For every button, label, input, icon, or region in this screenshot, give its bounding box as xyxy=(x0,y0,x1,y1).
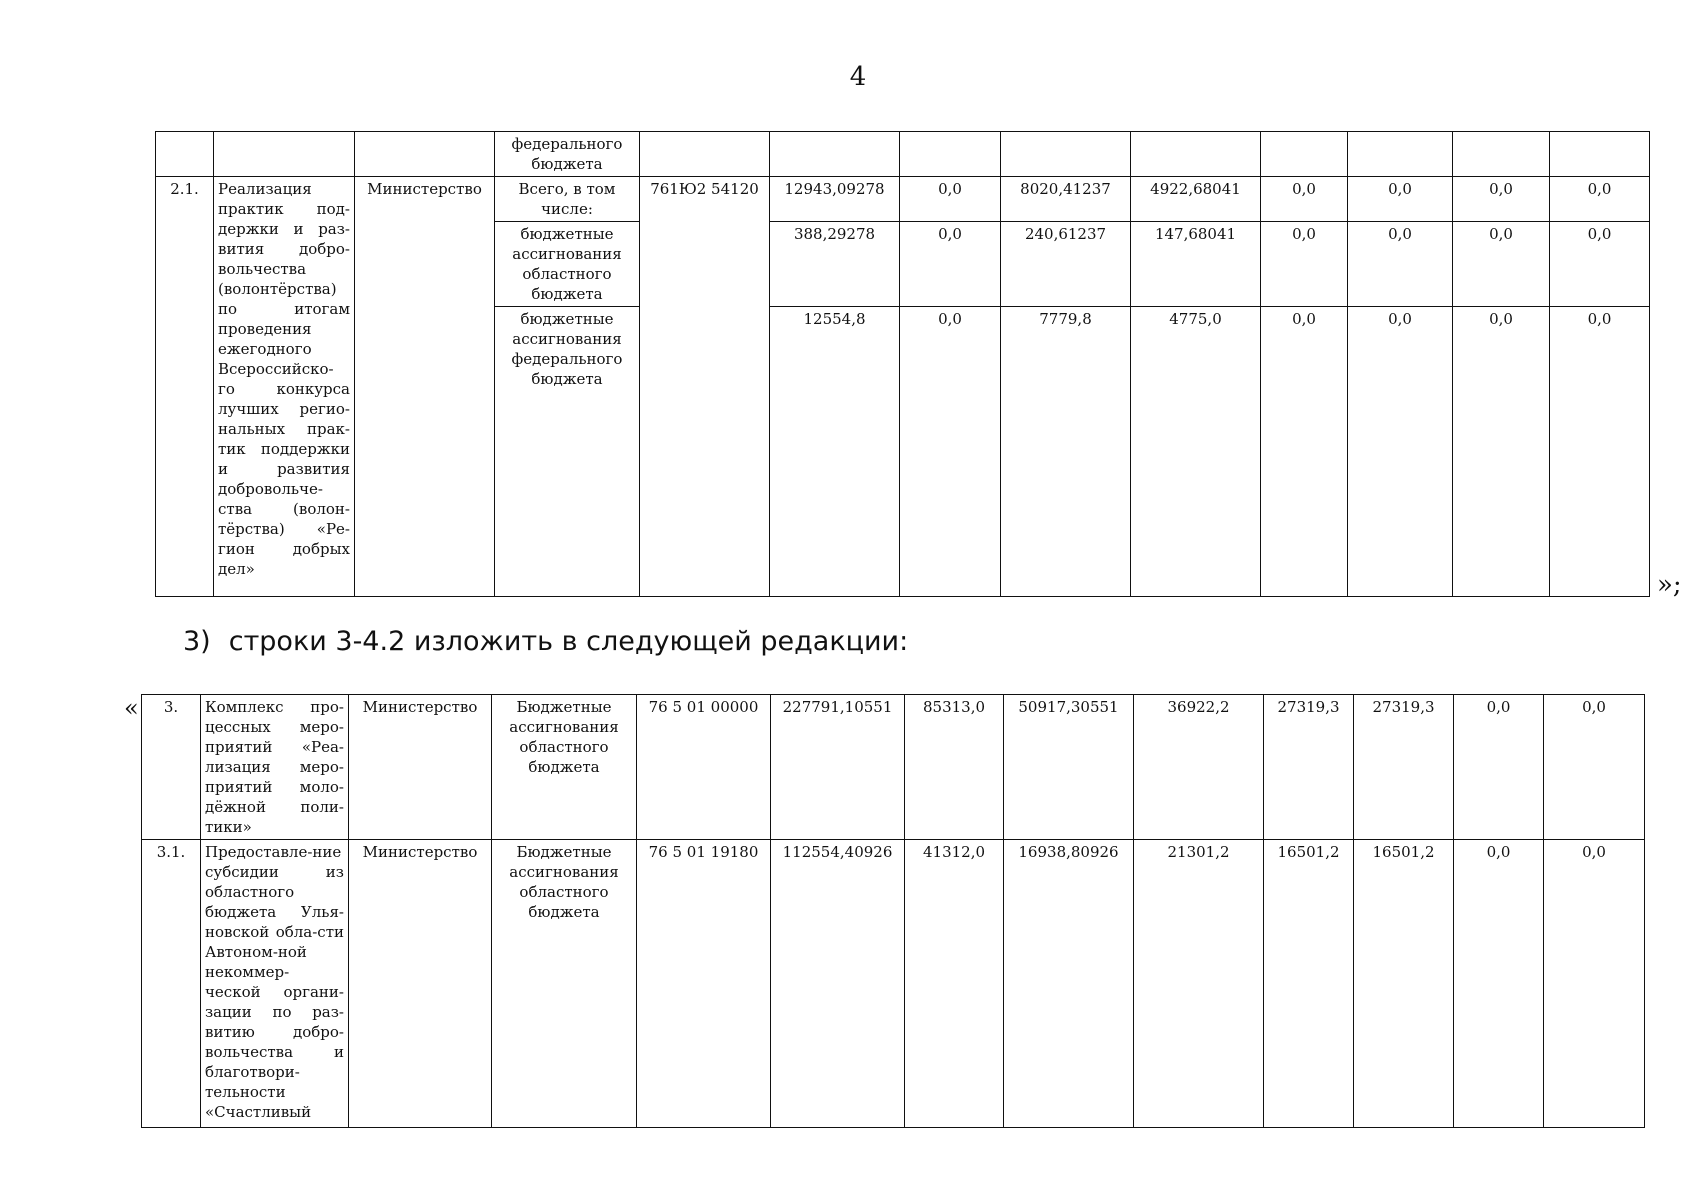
value-cell: 16501,2 xyxy=(1354,840,1454,1128)
measure-name: Реализация практик под-держки и раз-вития добро-вольчества (волонтёрства) по итогам проведения ежегодного Всероссийско-го конкурса лучших регио-нальных прак-тик поддержки и развития добровольче-ства (волон-тёрства) «Ре-гион добрых дел» xyxy=(214,177,355,597)
table-row xyxy=(142,695,1645,840)
header-fragment-row xyxy=(156,132,1650,177)
value-cell: 240,61237 xyxy=(1001,222,1131,307)
blank-cell xyxy=(1453,132,1550,177)
blank-cell xyxy=(214,132,355,177)
value-cell: 0,0 xyxy=(1261,307,1348,597)
table-row xyxy=(156,177,1650,222)
value-cell: 0,0 xyxy=(1453,307,1550,597)
source-label: бюджетные ассигнования федерального бюджета xyxy=(495,307,640,597)
value-cell: 16501,2 xyxy=(1264,840,1354,1128)
opening-quote: « xyxy=(124,694,139,722)
value-cell: 112554,40926 xyxy=(771,840,905,1128)
executor: Министерство xyxy=(349,840,492,1128)
budget-table-continuation xyxy=(155,131,1650,597)
measure-name: Предоставле-ние субсидии из областного бюджета Улья-новской обла-сти Автоном-ной некоммер-ческой органи-зации по раз-витию добро-вольчества и благотвори-тельности «Счастливый xyxy=(201,840,349,1128)
blank-cell xyxy=(1261,132,1348,177)
budget-code: 76 5 01 00000 xyxy=(637,695,771,840)
value-cell: 21301,2 xyxy=(1134,840,1264,1128)
instruction-text: строки 3-4.2 изложить в следующей редакции: xyxy=(228,626,909,657)
value-cell: 4922,68041 xyxy=(1131,177,1261,222)
blank-cell xyxy=(156,132,214,177)
source-header-fragment: федерального бюджета xyxy=(495,132,640,177)
value-cell: 0,0 xyxy=(1544,840,1645,1128)
value-cell: 0,0 xyxy=(900,307,1001,597)
blank-cell xyxy=(770,132,900,177)
value-cell: 0,0 xyxy=(1550,307,1650,597)
source-label: Бюджетные ассигнования областного бюджета xyxy=(492,840,637,1128)
value-cell: 85313,0 xyxy=(905,695,1004,840)
value-cell: 4775,0 xyxy=(1131,307,1261,597)
value-cell: 50917,30551 xyxy=(1004,695,1134,840)
row-number: 3.1. xyxy=(142,840,201,1128)
table-row xyxy=(142,840,1645,1128)
blank-cell xyxy=(1131,132,1261,177)
value-cell: 27319,3 xyxy=(1264,695,1354,840)
page-number: 4 xyxy=(849,62,867,92)
value-cell: 0,0 xyxy=(1550,177,1650,222)
value-cell: 0,0 xyxy=(1453,222,1550,307)
value-cell: 7779,8 xyxy=(1001,307,1131,597)
value-cell: 16938,80926 xyxy=(1004,840,1134,1128)
value-cell: 0,0 xyxy=(1348,307,1453,597)
value-cell: 227791,10551 xyxy=(771,695,905,840)
value-cell: 27319,3 xyxy=(1354,695,1454,840)
value-cell: 41312,0 xyxy=(905,840,1004,1128)
value-cell: 36922,2 xyxy=(1134,695,1264,840)
value-cell: 388,29278 xyxy=(770,222,900,307)
value-cell: 12554,8 xyxy=(770,307,900,597)
blank-cell xyxy=(900,132,1001,177)
source-label: бюджетные ассигнования областного бюджета xyxy=(495,222,640,307)
value-cell: 0,0 xyxy=(1544,695,1645,840)
row-number: 2.1. xyxy=(156,177,214,597)
budget-table-new-rows xyxy=(141,694,1645,1128)
value-cell: 12943,09278 xyxy=(770,177,900,222)
executor: Министерство xyxy=(349,695,492,840)
value-cell: 0,0 xyxy=(1261,177,1348,222)
budget-code: 76 5 01 19180 xyxy=(637,840,771,1128)
amendment-instruction xyxy=(183,626,908,657)
value-cell: 0,0 xyxy=(1348,222,1453,307)
measure-name: Комплекс про-цессных меро-приятий «Реа-лизация меро-приятий моло-дёжной поли-тики» xyxy=(201,695,349,840)
value-cell: 0,0 xyxy=(900,222,1001,307)
blank-cell xyxy=(1001,132,1131,177)
value-cell: 0,0 xyxy=(1348,177,1453,222)
value-cell: 0,0 xyxy=(1454,840,1544,1128)
value-cell: 0,0 xyxy=(1454,695,1544,840)
executor: Министерство xyxy=(355,177,495,597)
value-cell: 8020,41237 xyxy=(1001,177,1131,222)
row-number: 3. xyxy=(142,695,201,840)
blank-cell xyxy=(1550,132,1650,177)
value-cell: 0,0 xyxy=(900,177,1001,222)
budget-code: 761Ю2 54120 xyxy=(640,177,770,597)
instruction-number: 3) xyxy=(183,626,211,657)
source-label: Всего, в том числе: xyxy=(495,177,640,222)
value-cell: 0,0 xyxy=(1550,222,1650,307)
blank-cell xyxy=(1348,132,1453,177)
value-cell: 0,0 xyxy=(1453,177,1550,222)
blank-cell xyxy=(355,132,495,177)
closing-quote: »; xyxy=(1657,570,1682,600)
value-cell: 0,0 xyxy=(1261,222,1348,307)
source-label: Бюджетные ассигнования областного бюджета xyxy=(492,695,637,840)
blank-cell xyxy=(640,132,770,177)
value-cell: 147,68041 xyxy=(1131,222,1261,307)
